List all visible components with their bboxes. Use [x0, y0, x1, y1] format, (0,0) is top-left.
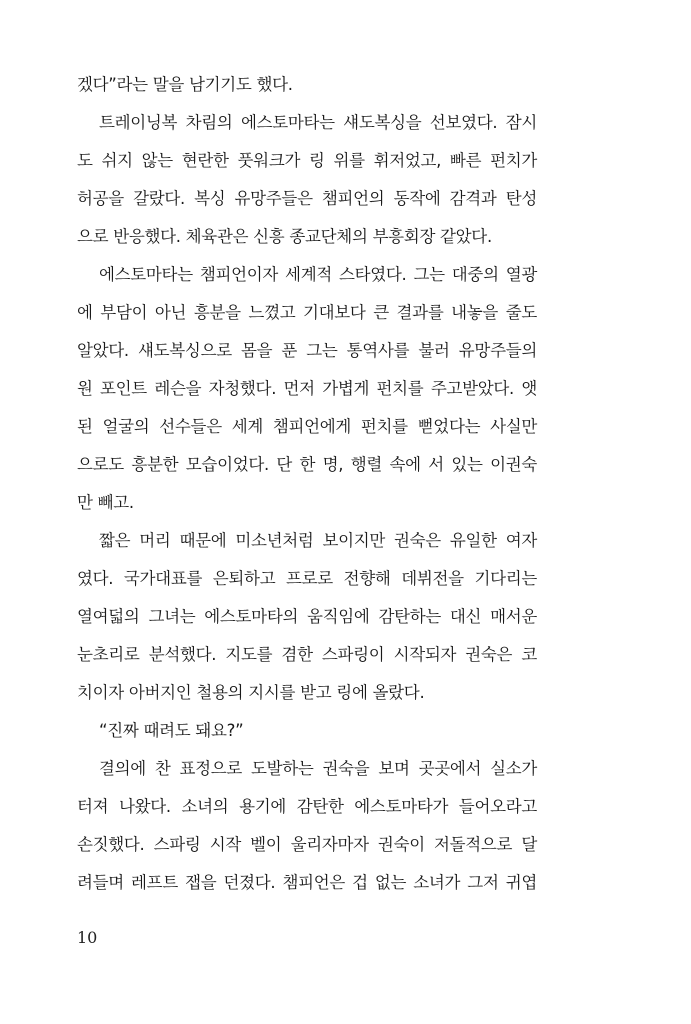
text-line: 터져 나왔다. 소녀의 용기에 감탄한 에스토마타가 들어오라고	[77, 797, 537, 816]
text-line: 된 얼굴의 선수들은 세계 챔피언에게 펀치를 뻗었다는 사실만	[77, 417, 537, 436]
text-line: 겠다”라는 말을 남기기도 했다.	[77, 75, 293, 94]
text-line: 였다. 국가대표를 은퇴하고 프로로 전향해 데뷔전을 기다리는	[77, 569, 537, 588]
text-line: 알았다. 섀도복싱으로 몸을 푼 그는 통역사를 불러 유망주들의	[77, 341, 537, 360]
text-line: 원 포인트 레슨을 자청했다. 먼저 가볍게 펀치를 주고받았다. 앳	[77, 379, 537, 398]
text-line: 으로 반응했다. 체육관은 신흥 종교단체의 부흥회장 같았다.	[77, 227, 492, 246]
text-line: 눈초리로 분석했다. 지도를 겸한 스파링이 시작되자 권숙은 코	[77, 645, 537, 664]
text-line: 에스토마타는 챔피언이자 세계적 스타였다. 그는 대중의 열광	[99, 265, 537, 284]
text-line: 트레이닝복 차림의 에스토마타는 섀도복싱을 선보였다. 잠시	[99, 113, 537, 132]
text-line: 짧은 머리 때문에 미소년처럼 보이지만 권숙은 유일한 여자	[99, 531, 537, 550]
text-line: 열여덟의 그녀는 에스토마타의 움직임에 감탄하는 대신 매서운	[77, 607, 537, 626]
page-number: 10	[77, 928, 98, 947]
text-line: 으로도 흥분한 모습이었다. 단 한 명, 행렬 속에 서 있는 이권숙	[77, 455, 537, 474]
text-line: 에 부담이 아닌 흥분을 느꼈고 기대보다 큰 결과를 내놓을 줄도	[77, 303, 537, 322]
text-line: 허공을 갈랐다. 복싱 유망주들은 챔피언의 동작에 감격과 탄성	[77, 189, 537, 208]
body-text	[77, 66, 537, 902]
dialogue-line: “진짜 때려도 돼요?”	[99, 721, 244, 740]
text-line: 결의에 찬 표정으로 도발하는 권숙을 보며 곳곳에서 실소가	[99, 759, 537, 778]
text-line: 만 빼고.	[77, 493, 134, 512]
text-line: 도 쉬지 않는 현란한 풋워크가 링 위를 휘저었고, 빠른 펀치가	[77, 151, 537, 170]
text-line: 손짓했다. 스파링 시작 벨이 울리자마자 권숙이 저돌적으로 달	[77, 835, 537, 854]
text-line: 려들며 레프트 잽을 던졌다. 챔피언은 겁 없는 소녀가 그저 귀엽	[77, 873, 537, 892]
text-line: 치이자 아버지인 철용의 지시를 받고 링에 올랐다.	[77, 683, 425, 702]
